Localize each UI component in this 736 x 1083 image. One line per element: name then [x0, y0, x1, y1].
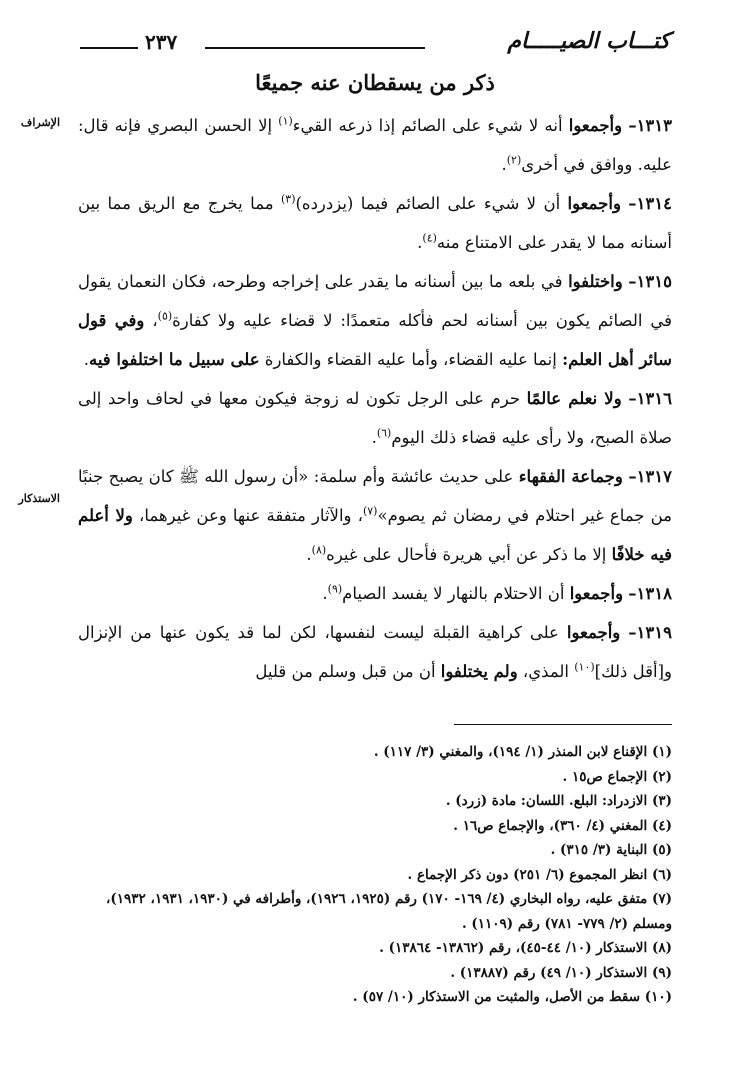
paragraph-text: حرم على الرجل تكون له زوجة فيكون معها في لحاف واحد إلى صلاة الصبح، ولا رأى عليه قضاء ذلك اليوم: [78, 389, 672, 447]
keyword: وأجمعوا: [569, 584, 624, 603]
keyword: واختلفوا: [568, 272, 623, 291]
footnote-item: (٣) الازدراد: البلع. اللسان: مادة (زرد) .: [445, 793, 672, 809]
keyword: ولا أعلم فيه خلافًا: [78, 506, 672, 564]
footnote-ref: (٥): [157, 309, 173, 323]
paragraph-1317: [78, 457, 672, 574]
paragraph-text: على كراهية القبلة ليست لنفسها، لكن لما قد يكون عنها من الإنزال و[أقل ذلك]: [78, 623, 672, 681]
footnote-ref: (٤): [422, 231, 437, 245]
footnote-item: (٦) انظر المجموع (٦/ ٢٥١) دون ذكر الإجماع .: [407, 866, 672, 883]
side-note-istidhkar: الاستذكار: [18, 492, 60, 505]
keyword: ولا نعلم عالمًا: [526, 389, 622, 408]
paragraph-punct: ،: [152, 311, 158, 330]
paragraph-punct: .: [371, 428, 377, 447]
footnote-ref: (٣): [280, 192, 296, 206]
footnote-ref: (٢): [506, 153, 522, 167]
header-rule: [205, 47, 425, 49]
paragraph-text: على حديث عائشة وأم سلمة: «أن رسول الله ﷺ كان يصبح جنبًا من جماع غير احتلام في رمضان ثم يصوم»: [78, 467, 673, 525]
footnote-item: (٨) الاستذكار (١٠/ ٤٤-٤٥)، رقم (١٣٨٦٢- ١٣٨٦٤) .: [379, 940, 672, 956]
entry-number: ١٣١٥–: [628, 272, 672, 291]
footnote-item: (٤) المغني (٤/ ٣٦٠)، والإجماع ص١٦ .: [453, 817, 672, 834]
paragraph-text: إلا الحسن البصري فإنه قال: عليه. ووافق في أخرى: [78, 116, 672, 174]
book-title: كتـــاب الصيـــــام: [507, 28, 670, 54]
keyword: على سبيل ما اختلفوا فيه: [88, 350, 260, 369]
paragraph-punct: .: [322, 584, 328, 603]
paragraph-1314: [78, 184, 672, 262]
footnote-ref: (١): [278, 114, 293, 128]
footnote-ref: (٧): [362, 504, 378, 518]
keyword: ولم يختلفوا: [440, 662, 518, 681]
footnote-item: (٩) الاستذكار (١٠/ ٤٩) رقم (١٣٨٨٧) .: [450, 964, 672, 981]
paragraph-1313: [78, 106, 672, 184]
paragraph-text: مما يخرج مع الريق مما بين أسنانه مما لا يقدر على الامتناع منه: [78, 194, 672, 252]
paragraph-1316: [78, 379, 672, 457]
footnote-divider: [454, 724, 672, 725]
entry-number: ١٣١٦–: [628, 389, 673, 408]
paragraph-text: أن لا شيء على الصائم فيما (يزدرده): [295, 194, 561, 213]
paragraph-punct: .: [83, 350, 89, 369]
running-header: [80, 28, 670, 62]
paragraph-1318: [78, 574, 672, 613]
paragraph-text: أن الاحتلام بالنهار لا يفسد الصيام: [342, 584, 565, 603]
page-number: ٢٣٧: [145, 30, 178, 54]
paragraph-text: أن من قبل وسلم من قليل: [255, 662, 436, 681]
paragraph-text: ، والآثار متفقة عنها وعن غيرهما،: [139, 506, 363, 525]
footnote-ref: (٨): [311, 543, 327, 557]
section-title: ذكر من يسقطان عنه جميعًا: [255, 70, 495, 95]
paragraph-punct: .: [501, 155, 507, 174]
footnote-item: (١) الإقناع لابن المنذر (١/ ١٩٤)، والمغني (٣/ ١١٧) .: [373, 744, 672, 760]
footnote-item: (١٠) سقط من الأصل، والمثبت من الاستذكار (١٠/ ٥٧) .: [352, 989, 672, 1005]
keyword: وأجمعوا: [567, 194, 621, 213]
footnote-item: (٢) الإجماع ص١٥ .: [562, 768, 672, 785]
footnotes: [70, 740, 672, 1010]
paragraph-text: أنه لا شيء على الصائم إذا ذرعه القيء: [292, 116, 563, 135]
main-text: [78, 106, 672, 691]
footnote-ref: (٩): [327, 582, 343, 596]
entry-number: ١٣١٣–: [628, 116, 673, 135]
keyword: وفي قول سائر أهل العلم:: [78, 311, 672, 369]
paragraph-punct: .: [417, 233, 423, 252]
footnote-item: (٥) البناية (٣/ ٣١٥) .: [550, 842, 672, 858]
footnote-ref: (١٠): [574, 660, 595, 674]
side-note-ishraf: الإشراف: [20, 116, 60, 129]
entry-number: ١٣١٧–: [628, 467, 673, 486]
paragraph-1315: [78, 262, 672, 379]
keyword: وأجمعوا: [568, 116, 623, 135]
footnote-ref: (٦): [376, 426, 392, 440]
paragraph-text: المذي،: [522, 662, 569, 681]
paragraph-text: إلا ما ذكر عن أبي هريرة فأحال على غيره: [326, 545, 607, 564]
header-rule-short: [80, 47, 138, 49]
paragraph-text: إنما عليه القضاء، وأما عليه القضاء والكفارة: [264, 350, 557, 369]
paragraph-punct: .: [306, 545, 312, 564]
paragraph-text: في بلعه ما بين أسنانه ما يقدر على إخراجه وطرحه، فكان النعمان يقول في الصائم يكون بين أسنانه لحم فأكله متعمدًا: لا قضاء عليه ولا كفارة: [78, 272, 672, 330]
entry-number: ١٣١٩–: [628, 623, 672, 642]
entry-number: ١٣١٤–: [628, 194, 672, 213]
footnote-item: (٧) متفق عليه، رواه البخاري (٤/ ١٦٩- ١٧٠) رقم (١٩٢٥، ١٩٢٦)، وأطرافه في (١٩٣٠، ١٩٣١، ١٩٣٢)، ومسلم (٢/ ٧٧٩- ٧٨١) رقم (١١٠٩) .: [106, 891, 672, 932]
paragraph-1319: [78, 613, 672, 691]
keyword: وجماعة الفقهاء: [518, 467, 623, 486]
entry-number: ١٣١٨–: [628, 584, 672, 603]
keyword: وأجمعوا: [566, 623, 621, 642]
